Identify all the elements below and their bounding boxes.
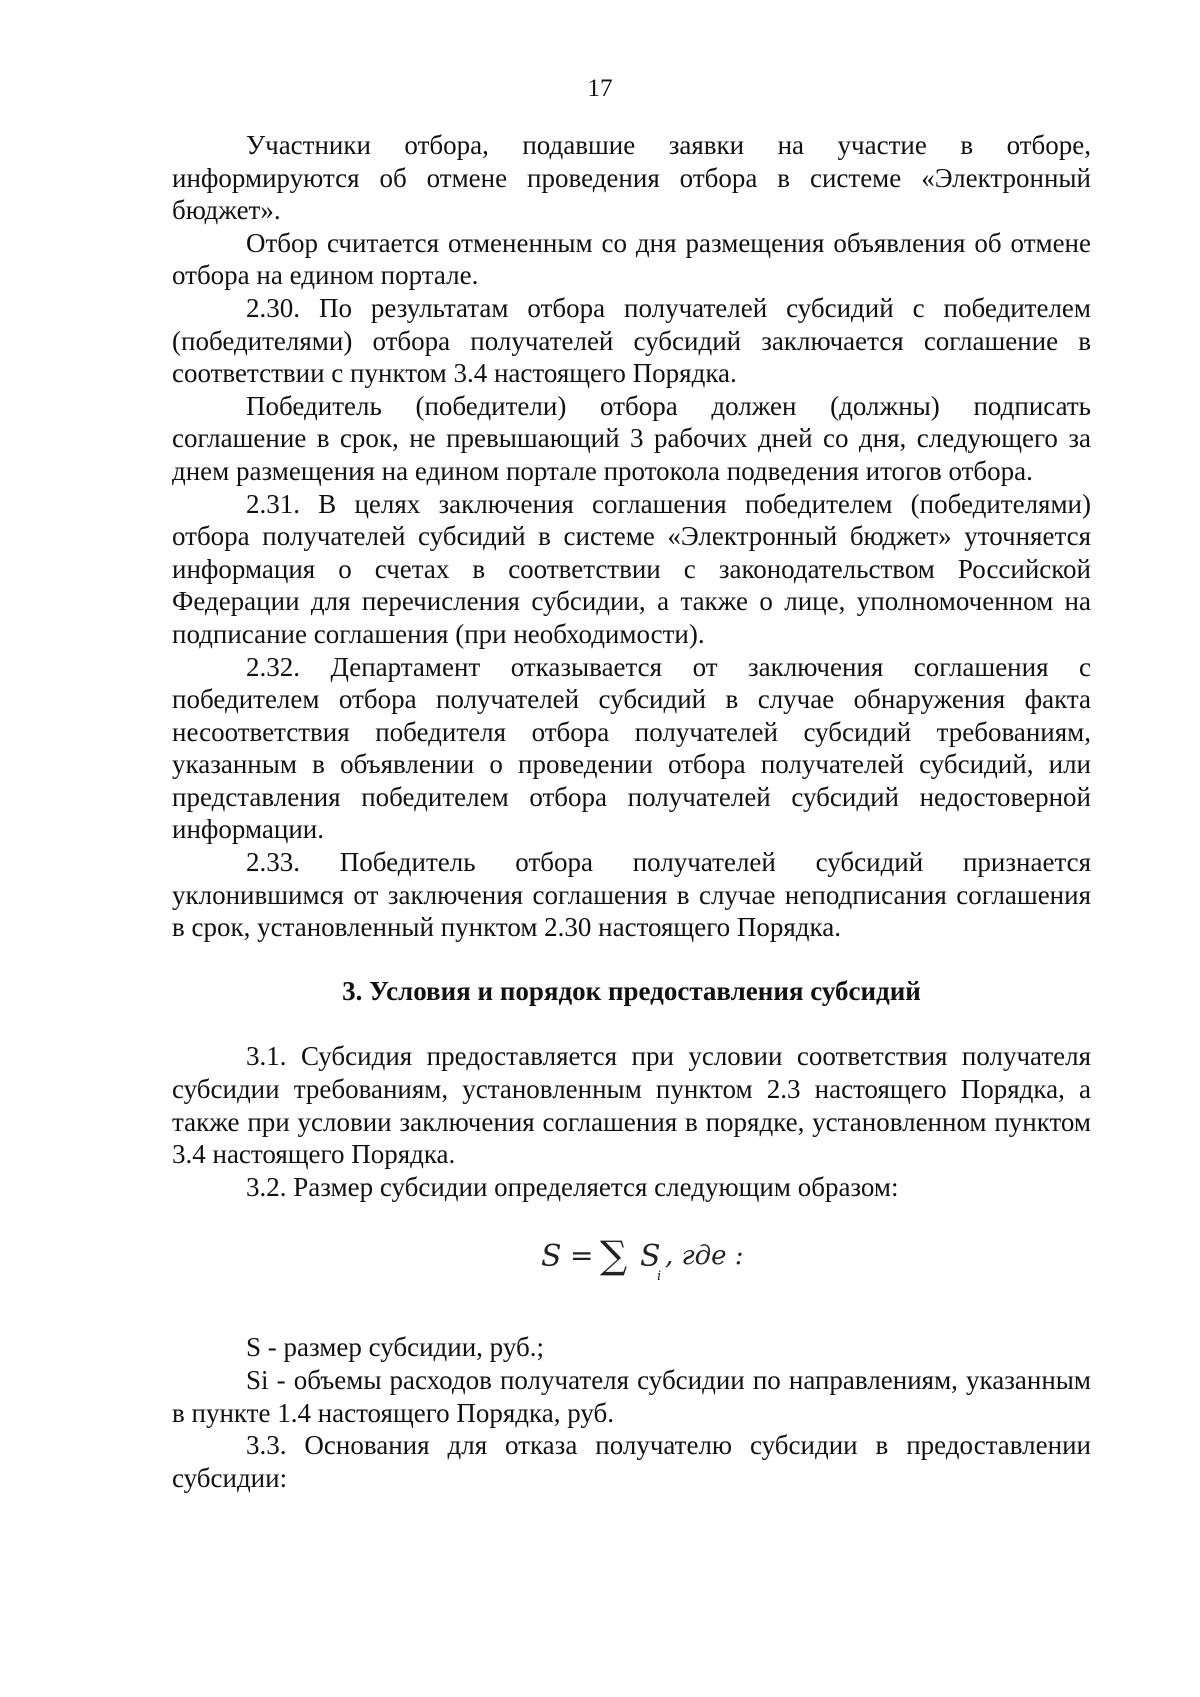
paragraph-2-30: 2.30. По результатам отбора получателей субсидий с победителем (победителями) отбора получателей субсидий заключается соглашение в соответствии с пунктом 3.4 настоящего Порядка.: [172, 292, 1091, 389]
paragraph-3-2: 3.2. Размер субсидии определяется следующим образом:: [246, 1171, 899, 1202]
formula-lhs: S: [541, 1239, 562, 1275]
page-number: 17: [587, 75, 613, 102]
section-heading: 3. Условия и порядок предоставления субсидий: [342, 975, 921, 1006]
paragraph: Победитель (победители) отбора должен (должны) подписать соглашение в срок, не превышающий 3 рабочих дней со дня, следующего за днем размещения на едином портале протокола подведения итогов отбора.: [172, 390, 1091, 486]
formula-subscript: i: [657, 1269, 662, 1285]
paragraph: Участники отбора, подавшие заявки на участие в отборе, информируются об отмене проведения отбора в системе «Электронный бюджет».: [172, 130, 1091, 226]
formula-term: S: [640, 1239, 661, 1275]
paragraph: Отбор считается отмененным со дня размещения объявления об отмене отбора на едином портале.: [172, 227, 1091, 291]
formula-sum-symbol: ∑: [600, 1233, 628, 1278]
formula-suffix: , где :: [665, 1241, 744, 1272]
paragraph-2-32: 2.32. Департамент отказывается от заключения соглашения с победителем отбора получателей субсидий в случае обнаружения факта несоответствия победителя отбора получателей субсидий требованиям, указанным в объявлении о проведении отбора получателей субсидий, или представления победителем отбора получателей субсидий недостоверной информации.: [172, 651, 1091, 845]
document-body: [172, 129, 1091, 1494]
paragraph-3-1: 3.1. Субсидия предоставляется при условии соответствия получателя субсидии требованиям, установленным пунктом 2.3 настоящего Порядка, а также при условии заключения соглашения в порядке, установленном пунктом 3.4 настоящего Порядка.: [172, 1041, 1091, 1170]
definition-s: S - размер субсидии, руб.;: [246, 1332, 544, 1363]
paragraph-2-31: 2.31. В целях заключения соглашения победителем (победителями) отбора получателей субсидий в системе «Электронный бюджет» уточняется информация о счетах в соответствии с законодательством Российской Федерации для перечисления субсидии, а также о лице, уполномоченном на подписание соглашения (при необходимости).: [172, 488, 1091, 649]
formula-equals: =: [570, 1239, 594, 1273]
paragraph-2-33: 2.33. Победитель отбора получателей субсидий признается уклонившимся от заключения соглашения в случае неподписания соглашения в срок, установленный пунктом 2.30 настоящего Порядка.: [172, 847, 1091, 943]
definition-si: Si - объемы расходов получателя субсидии по направлениям, указанным в пункте 1.4 настоящего Порядка, руб.: [172, 1365, 1091, 1428]
subsidy-formula: [172, 1233, 1091, 1295]
paragraph-3-3: 3.3. Основания для отказа получателю субсидии в предоставлении субсидии:: [172, 1430, 1091, 1493]
